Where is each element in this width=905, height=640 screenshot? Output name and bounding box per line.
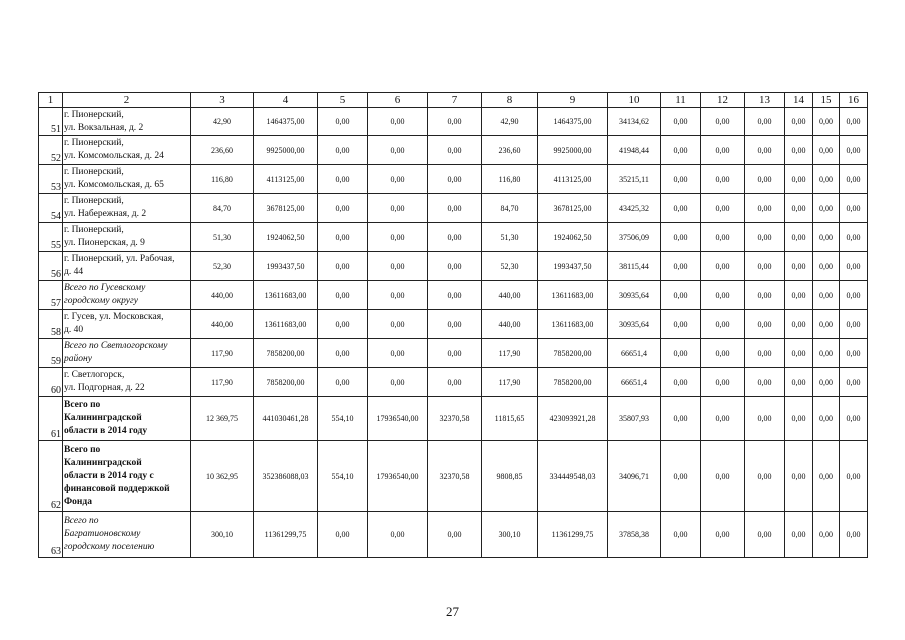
value-cell: 0,00 xyxy=(785,310,813,339)
value-cell: 0,00 xyxy=(813,339,840,368)
value-cell: 13611683,00 xyxy=(538,281,608,310)
value-cell: 12 369,75 xyxy=(191,397,254,441)
value-cell: 0,00 xyxy=(661,310,701,339)
value-cell: 7858200,00 xyxy=(254,368,318,397)
column-header: 6 xyxy=(368,93,428,108)
value-cell: 0,00 xyxy=(368,281,428,310)
value-cell: 4113125,00 xyxy=(254,165,318,194)
value-cell: 0,00 xyxy=(318,252,368,281)
row-number: 53 xyxy=(39,165,63,194)
value-cell: 0,00 xyxy=(813,368,840,397)
value-cell: 236,60 xyxy=(482,136,538,165)
value-cell: 0,00 xyxy=(428,310,482,339)
value-cell: 1924062,50 xyxy=(538,223,608,252)
value-cell: 41948,44 xyxy=(608,136,661,165)
column-header: 10 xyxy=(608,93,661,108)
value-cell: 117,90 xyxy=(191,339,254,368)
value-cell: 0,00 xyxy=(428,165,482,194)
value-cell: 7858200,00 xyxy=(538,339,608,368)
value-cell: 0,00 xyxy=(701,281,745,310)
value-cell: 0,00 xyxy=(840,512,868,558)
value-cell: 34134,62 xyxy=(608,108,661,136)
row-number: 57 xyxy=(39,281,63,310)
value-cell: 0,00 xyxy=(840,165,868,194)
row-number: 60 xyxy=(39,368,63,397)
value-cell: 0,00 xyxy=(840,441,868,512)
value-cell: 0,00 xyxy=(368,165,428,194)
value-cell: 334449548,03 xyxy=(538,441,608,512)
value-cell: 0,00 xyxy=(813,512,840,558)
value-cell: 0,00 xyxy=(701,108,745,136)
header-row xyxy=(39,93,868,108)
value-cell: 35215,11 xyxy=(608,165,661,194)
value-cell: 0,00 xyxy=(840,310,868,339)
value-cell: 0,00 xyxy=(428,252,482,281)
address-cell: Всего по Светлогорскому району xyxy=(63,339,191,368)
value-cell: 0,00 xyxy=(813,108,840,136)
value-cell: 0,00 xyxy=(745,512,785,558)
row-number: 52 xyxy=(39,136,63,165)
value-cell: 51,30 xyxy=(482,223,538,252)
table-row xyxy=(39,194,868,223)
column-header: 14 xyxy=(785,93,813,108)
value-cell: 0,00 xyxy=(840,194,868,223)
value-cell: 3678125,00 xyxy=(538,194,608,223)
value-cell: 0,00 xyxy=(701,165,745,194)
row-number: 58 xyxy=(39,310,63,339)
address-cell: Всего по Гусевскому городскому округу xyxy=(63,281,191,310)
value-cell: 0,00 xyxy=(701,136,745,165)
value-cell: 0,00 xyxy=(840,223,868,252)
value-cell: 0,00 xyxy=(368,108,428,136)
address-cell: Всего по Калининградской области в 2014 году с финансовой поддержкой Фонда xyxy=(63,441,191,512)
column-header: 7 xyxy=(428,93,482,108)
value-cell: 423093921,28 xyxy=(538,397,608,441)
address-cell: г. Гусев, ул. Московская, д. 40 xyxy=(63,310,191,339)
value-cell: 32370,58 xyxy=(428,441,482,512)
value-cell: 17936540,00 xyxy=(368,441,428,512)
row-number: 61 xyxy=(39,397,63,441)
value-cell: 1993437,50 xyxy=(538,252,608,281)
value-cell: 42,90 xyxy=(191,108,254,136)
table-row xyxy=(39,223,868,252)
value-cell: 0,00 xyxy=(701,223,745,252)
column-header: 2 xyxy=(63,93,191,108)
value-cell: 0,00 xyxy=(785,512,813,558)
column-header: 4 xyxy=(254,93,318,108)
column-header: 5 xyxy=(318,93,368,108)
value-cell: 13611683,00 xyxy=(254,310,318,339)
value-cell: 11361299,75 xyxy=(538,512,608,558)
value-cell: 0,00 xyxy=(661,165,701,194)
address-cell: Всего по Калининградской области в 2014 году xyxy=(63,397,191,441)
value-cell: 300,10 xyxy=(482,512,538,558)
value-cell: 1924062,50 xyxy=(254,223,318,252)
value-cell: 1464375,00 xyxy=(254,108,318,136)
data-table xyxy=(38,92,868,558)
row-number: 54 xyxy=(39,194,63,223)
row-number: 51 xyxy=(39,108,63,136)
value-cell: 0,00 xyxy=(661,397,701,441)
table-row xyxy=(39,281,868,310)
value-cell: 0,00 xyxy=(701,368,745,397)
value-cell: 0,00 xyxy=(813,441,840,512)
value-cell: 52,30 xyxy=(482,252,538,281)
value-cell: 0,00 xyxy=(745,108,785,136)
value-cell: 9925000,00 xyxy=(254,136,318,165)
value-cell: 34096,71 xyxy=(608,441,661,512)
value-cell: 0,00 xyxy=(745,310,785,339)
value-cell: 66651,4 xyxy=(608,339,661,368)
value-cell: 0,00 xyxy=(318,108,368,136)
value-cell: 0,00 xyxy=(318,310,368,339)
value-cell: 11361299,75 xyxy=(254,512,318,558)
value-cell: 0,00 xyxy=(745,339,785,368)
value-cell: 37858,38 xyxy=(608,512,661,558)
row-number: 56 xyxy=(39,252,63,281)
value-cell: 0,00 xyxy=(318,165,368,194)
value-cell: 0,00 xyxy=(368,310,428,339)
value-cell: 0,00 xyxy=(428,281,482,310)
value-cell: 0,00 xyxy=(785,165,813,194)
page-number: 27 xyxy=(446,604,459,619)
value-cell: 4113125,00 xyxy=(538,165,608,194)
column-header: 8 xyxy=(482,93,538,108)
value-cell: 0,00 xyxy=(701,441,745,512)
value-cell: 84,70 xyxy=(191,194,254,223)
value-cell: 84,70 xyxy=(482,194,538,223)
value-cell: 37506,09 xyxy=(608,223,661,252)
value-cell: 7858200,00 xyxy=(254,339,318,368)
value-cell: 0,00 xyxy=(428,368,482,397)
value-cell: 9808,85 xyxy=(482,441,538,512)
value-cell: 9925000,00 xyxy=(538,136,608,165)
value-cell: 0,00 xyxy=(318,194,368,223)
value-cell: 1993437,50 xyxy=(254,252,318,281)
value-cell: 0,00 xyxy=(701,512,745,558)
value-cell: 0,00 xyxy=(661,136,701,165)
value-cell: 441030461,28 xyxy=(254,397,318,441)
value-cell: 0,00 xyxy=(368,194,428,223)
row-number: 55 xyxy=(39,223,63,252)
value-cell: 0,00 xyxy=(840,368,868,397)
value-cell: 11815,65 xyxy=(482,397,538,441)
value-cell: 0,00 xyxy=(785,281,813,310)
value-cell: 300,10 xyxy=(191,512,254,558)
value-cell: 0,00 xyxy=(813,136,840,165)
value-cell: 0,00 xyxy=(840,397,868,441)
value-cell: 0,00 xyxy=(701,252,745,281)
value-cell: 0,00 xyxy=(318,368,368,397)
value-cell: 0,00 xyxy=(661,512,701,558)
value-cell: 0,00 xyxy=(785,368,813,397)
value-cell: 0,00 xyxy=(785,136,813,165)
value-cell: 0,00 xyxy=(368,252,428,281)
value-cell: 0,00 xyxy=(661,339,701,368)
value-cell: 117,90 xyxy=(482,368,538,397)
value-cell: 0,00 xyxy=(813,281,840,310)
column-header: 3 xyxy=(191,93,254,108)
value-cell: 0,00 xyxy=(813,165,840,194)
value-cell: 116,80 xyxy=(191,165,254,194)
value-cell: 0,00 xyxy=(785,441,813,512)
value-cell: 0,00 xyxy=(661,194,701,223)
table-row xyxy=(39,368,868,397)
value-cell: 0,00 xyxy=(318,512,368,558)
table-row xyxy=(39,165,868,194)
row-number: 62 xyxy=(39,441,63,512)
value-cell: 0,00 xyxy=(785,223,813,252)
value-cell: 0,00 xyxy=(813,397,840,441)
value-cell: 352386088,03 xyxy=(254,441,318,512)
value-cell: 0,00 xyxy=(368,136,428,165)
value-cell: 0,00 xyxy=(785,339,813,368)
address-cell: Всего по Багратионовскому городскому поселению xyxy=(63,512,191,558)
value-cell: 0,00 xyxy=(661,368,701,397)
column-header: 1 xyxy=(39,93,63,108)
table-row xyxy=(39,310,868,339)
address-cell: г. Пионерский, ул. Комсомольская, д. 24 xyxy=(63,136,191,165)
value-cell: 0,00 xyxy=(785,252,813,281)
value-cell: 42,90 xyxy=(482,108,538,136)
address-cell: г. Пионерский, ул. Комсомольская, д. 65 xyxy=(63,165,191,194)
value-cell: 3678125,00 xyxy=(254,194,318,223)
column-header: 11 xyxy=(661,93,701,108)
table-row xyxy=(39,397,868,441)
value-cell: 236,60 xyxy=(191,136,254,165)
table-row xyxy=(39,252,868,281)
value-cell: 52,30 xyxy=(191,252,254,281)
value-cell: 0,00 xyxy=(368,223,428,252)
value-cell: 10 362,95 xyxy=(191,441,254,512)
value-cell: 30935,64 xyxy=(608,310,661,339)
value-cell: 0,00 xyxy=(661,281,701,310)
table-row xyxy=(39,108,868,136)
value-cell: 0,00 xyxy=(318,136,368,165)
value-cell: 0,00 xyxy=(745,223,785,252)
table-row xyxy=(39,339,868,368)
row-number: 59 xyxy=(39,339,63,368)
value-cell: 0,00 xyxy=(701,194,745,223)
value-cell: 440,00 xyxy=(191,281,254,310)
value-cell: 0,00 xyxy=(661,252,701,281)
value-cell: 0,00 xyxy=(745,281,785,310)
address-cell: г. Светлогорск, ул. Подгорная, д. 22 xyxy=(63,368,191,397)
value-cell: 66651,4 xyxy=(608,368,661,397)
value-cell: 13611683,00 xyxy=(538,310,608,339)
address-cell: г. Пионерский, ул. Вокзальная, д. 2 xyxy=(63,108,191,136)
value-cell: 0,00 xyxy=(661,441,701,512)
value-cell: 0,00 xyxy=(745,397,785,441)
value-cell: 0,00 xyxy=(840,108,868,136)
value-cell: 1464375,00 xyxy=(538,108,608,136)
table-row xyxy=(39,441,868,512)
column-header: 16 xyxy=(840,93,868,108)
value-cell: 0,00 xyxy=(840,339,868,368)
value-cell: 43425,32 xyxy=(608,194,661,223)
value-cell: 0,00 xyxy=(661,108,701,136)
value-cell: 0,00 xyxy=(428,223,482,252)
value-cell: 0,00 xyxy=(840,252,868,281)
value-cell: 0,00 xyxy=(785,194,813,223)
value-cell: 32370,58 xyxy=(428,397,482,441)
value-cell: 38115,44 xyxy=(608,252,661,281)
value-cell: 0,00 xyxy=(661,223,701,252)
value-cell: 13611683,00 xyxy=(254,281,318,310)
value-cell: 0,00 xyxy=(428,136,482,165)
value-cell: 0,00 xyxy=(428,108,482,136)
address-cell: г. Пионерский, ул. Рабочая, д. 44 xyxy=(63,252,191,281)
value-cell: 0,00 xyxy=(785,397,813,441)
value-cell: 0,00 xyxy=(813,223,840,252)
value-cell: 0,00 xyxy=(701,339,745,368)
address-cell: г. Пионерский, ул. Набережная, д. 2 xyxy=(63,194,191,223)
value-cell: 0,00 xyxy=(745,441,785,512)
value-cell: 0,00 xyxy=(318,223,368,252)
value-cell: 117,90 xyxy=(482,339,538,368)
column-header: 9 xyxy=(538,93,608,108)
address-cell: г. Пионерский, ул. Пионерская, д. 9 xyxy=(63,223,191,252)
column-header: 15 xyxy=(813,93,840,108)
value-cell: 554,10 xyxy=(318,397,368,441)
value-cell: 0,00 xyxy=(318,339,368,368)
value-cell: 0,00 xyxy=(428,194,482,223)
value-cell: 0,00 xyxy=(368,368,428,397)
column-header: 12 xyxy=(701,93,745,108)
value-cell: 117,90 xyxy=(191,368,254,397)
value-cell: 0,00 xyxy=(368,512,428,558)
value-cell: 0,00 xyxy=(368,339,428,368)
value-cell: 0,00 xyxy=(813,194,840,223)
value-cell: 7858200,00 xyxy=(538,368,608,397)
table-row xyxy=(39,512,868,558)
value-cell: 0,00 xyxy=(745,368,785,397)
column-header: 13 xyxy=(745,93,785,108)
value-cell: 51,30 xyxy=(191,223,254,252)
value-cell: 0,00 xyxy=(840,136,868,165)
value-cell: 0,00 xyxy=(428,512,482,558)
value-cell: 116,80 xyxy=(482,165,538,194)
value-cell: 440,00 xyxy=(482,310,538,339)
value-cell: 30935,64 xyxy=(608,281,661,310)
value-cell: 554,10 xyxy=(318,441,368,512)
value-cell: 0,00 xyxy=(745,252,785,281)
value-cell: 0,00 xyxy=(813,310,840,339)
value-cell: 0,00 xyxy=(813,252,840,281)
value-cell: 0,00 xyxy=(701,397,745,441)
value-cell: 0,00 xyxy=(428,339,482,368)
value-cell: 0,00 xyxy=(840,281,868,310)
value-cell: 17936540,00 xyxy=(368,397,428,441)
value-cell: 0,00 xyxy=(701,310,745,339)
row-number: 63 xyxy=(39,512,63,558)
value-cell: 440,00 xyxy=(482,281,538,310)
value-cell: 0,00 xyxy=(745,136,785,165)
value-cell: 0,00 xyxy=(785,108,813,136)
value-cell: 0,00 xyxy=(318,281,368,310)
value-cell: 35807,93 xyxy=(608,397,661,441)
value-cell: 440,00 xyxy=(191,310,254,339)
value-cell: 0,00 xyxy=(745,194,785,223)
value-cell: 0,00 xyxy=(745,165,785,194)
table-row xyxy=(39,136,868,165)
